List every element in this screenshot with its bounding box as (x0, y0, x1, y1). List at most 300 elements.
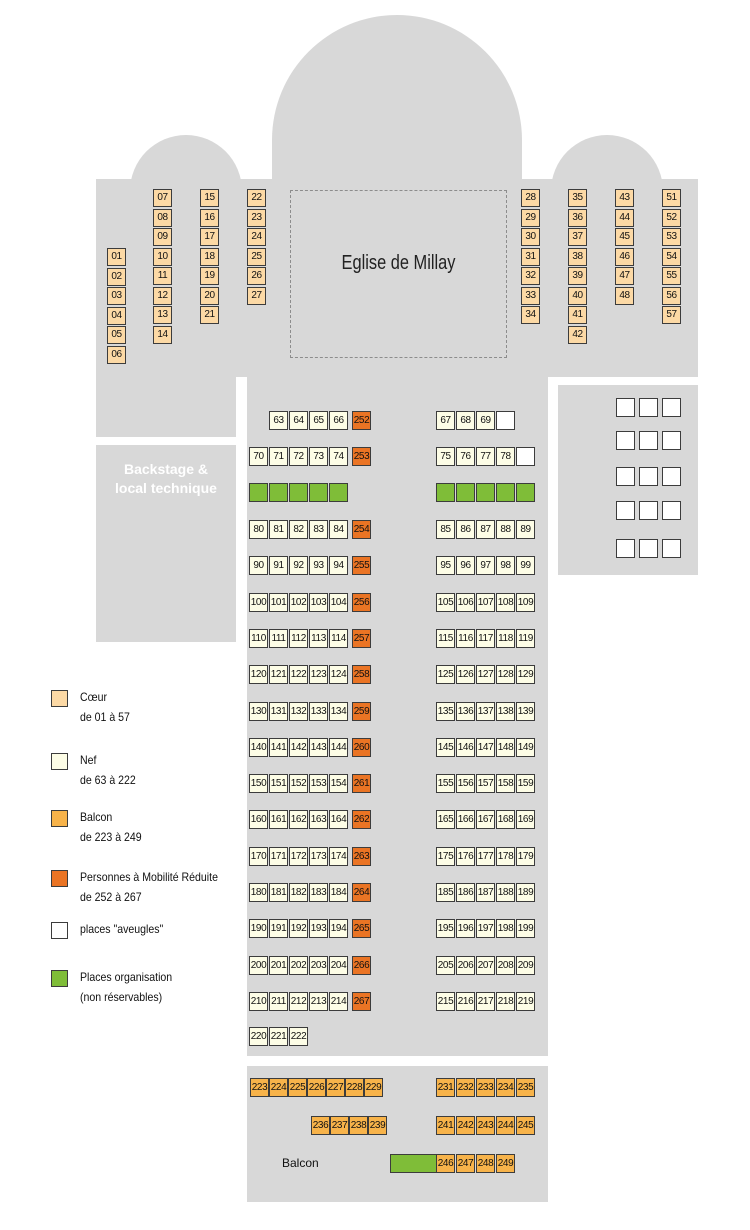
nef-seat[interactable]: 188 (496, 883, 515, 902)
nef-seat[interactable]: 106 (456, 593, 475, 612)
nef-seat[interactable]: 184 (329, 883, 348, 902)
nef-seat[interactable]: 215 (436, 992, 455, 1011)
pmr-seat[interactable]: 260 (352, 738, 371, 757)
nef-seat[interactable]: 67 (436, 411, 455, 430)
backstage-label (96, 460, 236, 498)
balcon-seat[interactable]: 226 (307, 1078, 326, 1097)
choeur-seat[interactable]: 53 (662, 228, 681, 246)
nef-seat[interactable]: 220 (249, 1027, 268, 1046)
legend-swatch-choeur (51, 690, 68, 707)
nef-seat[interactable]: 125 (436, 665, 455, 684)
aveugle-seat (662, 398, 681, 417)
nef-seat[interactable]: 89 (516, 520, 535, 539)
choeur-seat[interactable]: 56 (662, 287, 681, 305)
nef-seat[interactable]: 104 (329, 593, 348, 612)
balcon-seat[interactable]: 231 (436, 1078, 455, 1097)
nef-seat[interactable]: 80 (249, 520, 268, 539)
nef-seat[interactable]: 114 (329, 629, 348, 648)
nef-seat[interactable]: 167 (476, 810, 495, 829)
balcon-seat[interactable]: 243 (476, 1116, 495, 1135)
balcon-seat[interactable]: 227 (326, 1078, 345, 1097)
nef-seat[interactable]: 169 (516, 810, 535, 829)
nef-seat[interactable]: 170 (249, 847, 268, 866)
choeur-seat[interactable]: 47 (615, 267, 634, 285)
nef-seat[interactable]: 218 (496, 992, 515, 1011)
nef-seat[interactable]: 164 (329, 810, 348, 829)
balcon-seat[interactable]: 232 (456, 1078, 475, 1097)
balcon-seat[interactable]: 245 (516, 1116, 535, 1135)
nef-seat[interactable]: 103 (309, 593, 328, 612)
nef-seat[interactable]: 133 (309, 702, 328, 721)
choeur-seat[interactable]: 31 (521, 248, 540, 266)
choeur-seat[interactable]: 51 (662, 189, 681, 207)
balcon-seat[interactable]: 233 (476, 1078, 495, 1097)
balcon-seat[interactable]: 242 (456, 1116, 475, 1135)
choeur-seat[interactable]: 57 (662, 306, 681, 324)
nef-seat[interactable]: 66 (329, 411, 348, 430)
balcon-seat[interactable]: 234 (496, 1078, 515, 1097)
nef-seat[interactable]: 140 (249, 738, 268, 757)
nef-seat[interactable]: 68 (456, 411, 475, 430)
choeur-seat[interactable]: 37 (568, 228, 587, 246)
choeur-seat[interactable]: 55 (662, 267, 681, 285)
nef-seat[interactable]: 112 (289, 629, 308, 648)
nef-seat[interactable]: 69 (476, 411, 495, 430)
pmr-seat[interactable]: 266 (352, 956, 371, 975)
nef-seat[interactable]: 222 (289, 1027, 308, 1046)
aveugle-seat (662, 539, 681, 558)
nef-seat[interactable]: 174 (329, 847, 348, 866)
nef-seat[interactable]: 105 (436, 593, 455, 612)
nef-seat[interactable]: 187 (476, 883, 495, 902)
nef-seat[interactable]: 196 (456, 919, 475, 938)
pmr-seat[interactable]: 255 (352, 556, 371, 575)
nef-seat[interactable]: 210 (249, 992, 268, 1011)
choeur-seat[interactable]: 36 (568, 209, 587, 227)
nef-seat[interactable]: 118 (496, 629, 515, 648)
nef-seat[interactable]: 98 (496, 556, 515, 575)
pmr-seat[interactable]: 256 (352, 593, 371, 612)
nef-seat[interactable]: 84 (329, 520, 348, 539)
balcon-seat[interactable]: 246 (436, 1154, 455, 1173)
choeur-seat[interactable]: 09 (153, 228, 172, 246)
nef-seat[interactable]: 83 (309, 520, 328, 539)
nef-seat[interactable]: 144 (329, 738, 348, 757)
nef-seat[interactable]: 108 (496, 593, 515, 612)
balcon-seat[interactable]: 239 (368, 1116, 387, 1135)
pmr-seat[interactable]: 257 (352, 629, 371, 648)
legend-swatch-organisation (51, 970, 68, 987)
nef-seat[interactable]: 90 (249, 556, 268, 575)
nef-seat[interactable]: 72 (289, 447, 308, 466)
pmr-seat[interactable]: 261 (352, 774, 371, 793)
nef-seat[interactable]: 204 (329, 956, 348, 975)
nef-seat[interactable]: 146 (456, 738, 475, 757)
nef-seat[interactable]: 151 (269, 774, 288, 793)
nef-seat[interactable]: 148 (496, 738, 515, 757)
nef-seat[interactable]: 85 (436, 520, 455, 539)
nef-seat[interactable]: 173 (309, 847, 328, 866)
choeur-seat[interactable]: 44 (615, 209, 634, 227)
nef-seat[interactable]: 152 (289, 774, 308, 793)
nef-seat[interactable]: 143 (309, 738, 328, 757)
organisation-seat (516, 483, 535, 502)
right-apse (551, 135, 663, 195)
nef-seat[interactable]: 99 (516, 556, 535, 575)
organisation-seat (249, 483, 268, 502)
choeur-seat[interactable]: 21 (200, 306, 219, 324)
aveugle-seat (639, 501, 658, 520)
choeur-seat[interactable]: 42 (568, 326, 587, 344)
nef-seat[interactable]: 153 (309, 774, 328, 793)
backstage-label-line: Backstage & (123, 461, 209, 477)
nef-seat[interactable]: 219 (516, 992, 535, 1011)
choeur-seat[interactable]: 26 (247, 267, 266, 285)
pmr-seat[interactable]: 267 (352, 992, 371, 1011)
choeur-seat[interactable]: 18 (200, 248, 219, 266)
nef-seat[interactable]: 197 (476, 919, 495, 938)
nef-seat[interactable]: 158 (496, 774, 515, 793)
choeur-seat[interactable]: 12 (153, 287, 172, 305)
organisation-seat (436, 483, 455, 502)
choeur-left-extension (96, 370, 236, 437)
nef-seat[interactable]: 73 (309, 447, 328, 466)
nef-seat[interactable]: 127 (476, 665, 495, 684)
nef-seat[interactable]: 121 (269, 665, 288, 684)
nef-seat[interactable]: 101 (269, 593, 288, 612)
nef-seat[interactable]: 142 (289, 738, 308, 757)
balcon-seat[interactable]: 229 (364, 1078, 383, 1097)
pmr-seat[interactable]: 262 (352, 810, 371, 829)
nef-seat[interactable]: 206 (456, 956, 475, 975)
aveugle-seat (639, 398, 658, 417)
nef-seat[interactable]: 117 (476, 629, 495, 648)
choeur-seat[interactable]: 27 (247, 287, 266, 305)
nef-seat[interactable]: 109 (516, 593, 535, 612)
nef-seat[interactable]: 64 (289, 411, 308, 430)
choeur-seat[interactable]: 41 (568, 306, 587, 324)
nef-seat[interactable]: 134 (329, 702, 348, 721)
nef-seat[interactable]: 160 (249, 810, 268, 829)
choeur-seat[interactable]: 43 (615, 189, 634, 207)
choeur-seat[interactable]: 39 (568, 267, 587, 285)
balcon-seat[interactable]: 248 (476, 1154, 495, 1173)
nef-seat[interactable]: 136 (456, 702, 475, 721)
aveugle-seat (496, 411, 515, 430)
balcon-seat[interactable]: 247 (456, 1154, 475, 1173)
legend-swatch-nef (51, 753, 68, 770)
nef-seat[interactable]: 116 (456, 629, 475, 648)
nef-seat[interactable]: 95 (436, 556, 455, 575)
pmr-seat[interactable]: 263 (352, 847, 371, 866)
choeur-seat[interactable]: 23 (247, 209, 266, 227)
nef-seat[interactable]: 183 (309, 883, 328, 902)
nef-seat[interactable]: 129 (516, 665, 535, 684)
choeur-seat[interactable]: 15 (200, 189, 219, 207)
nef-seat[interactable]: 74 (329, 447, 348, 466)
nef-seat[interactable]: 180 (249, 883, 268, 902)
backstage-label-line: local technique (115, 480, 217, 496)
choeur-seat[interactable]: 04 (107, 307, 126, 325)
nef-seat[interactable]: 147 (476, 738, 495, 757)
organisation-seat (476, 483, 495, 502)
nef-seat[interactable]: 199 (516, 919, 535, 938)
nef-seat[interactable]: 111 (269, 629, 288, 648)
aveugle-seat (616, 431, 635, 450)
nef-seat[interactable]: 217 (476, 992, 495, 1011)
aveugle-seat (616, 501, 635, 520)
nef-seat[interactable]: 177 (476, 847, 495, 866)
nef-seat[interactable]: 124 (329, 665, 348, 684)
choeur-seat[interactable]: 24 (247, 228, 266, 246)
choeur-seat[interactable]: 19 (200, 267, 219, 285)
nef-seat[interactable]: 201 (269, 956, 288, 975)
aveugle-seat (662, 467, 681, 486)
nef-seat[interactable]: 195 (436, 919, 455, 938)
nef-seat[interactable]: 76 (456, 447, 475, 466)
nef-seat[interactable]: 91 (269, 556, 288, 575)
nef-seat[interactable]: 209 (516, 956, 535, 975)
nef-seat[interactable]: 137 (476, 702, 495, 721)
pmr-seat[interactable]: 254 (352, 520, 371, 539)
nef-seat[interactable]: 193 (309, 919, 328, 938)
nef-seat[interactable]: 96 (456, 556, 475, 575)
nef-seat[interactable]: 161 (269, 810, 288, 829)
nef-seat[interactable]: 97 (476, 556, 495, 575)
choeur-seat[interactable]: 34 (521, 306, 540, 324)
legend-text-choeur: Cœur (80, 690, 107, 704)
nef-seat[interactable]: 181 (269, 883, 288, 902)
nef-seat[interactable]: 145 (436, 738, 455, 757)
nef-seat[interactable]: 198 (496, 919, 515, 938)
nef-seat[interactable]: 208 (496, 956, 515, 975)
left-apse (130, 135, 242, 195)
nef-seat[interactable]: 150 (249, 774, 268, 793)
choeur-seat[interactable]: 14 (153, 326, 172, 344)
aveugle-seat (662, 501, 681, 520)
choeur-seat[interactable]: 03 (107, 287, 126, 305)
balcon-seat[interactable]: 224 (269, 1078, 288, 1097)
aveugle-seat (639, 431, 658, 450)
balcon-seat[interactable]: 225 (288, 1078, 307, 1097)
nef-seat[interactable]: 87 (476, 520, 495, 539)
pmr-seat[interactable]: 258 (352, 665, 371, 684)
nef-seat[interactable]: 71 (269, 447, 288, 466)
choeur-seat[interactable]: 45 (615, 228, 634, 246)
nef-seat[interactable]: 78 (496, 447, 515, 466)
pmr-seat[interactable]: 252 (352, 411, 371, 430)
nef-seat[interactable]: 207 (476, 956, 495, 975)
nef-seat[interactable]: 212 (289, 992, 308, 1011)
pmr-seat[interactable]: 253 (352, 447, 371, 466)
nef-seat[interactable]: 113 (309, 629, 328, 648)
nef-seat[interactable]: 135 (436, 702, 455, 721)
pmr-seat[interactable]: 265 (352, 919, 371, 938)
choeur-seat[interactable]: 01 (107, 248, 126, 266)
nef-seat[interactable]: 75 (436, 447, 455, 466)
choeur-seat[interactable]: 08 (153, 209, 172, 227)
nef-seat[interactable]: 178 (496, 847, 515, 866)
nef-seat[interactable]: 194 (329, 919, 348, 938)
choeur-seat[interactable]: 33 (521, 287, 540, 305)
nef-seat[interactable]: 205 (436, 956, 455, 975)
balcon-seat[interactable]: 241 (436, 1116, 455, 1135)
choeur-seat[interactable]: 52 (662, 209, 681, 227)
organisation-seat (496, 483, 515, 502)
balcon-seat[interactable]: 223 (250, 1078, 269, 1097)
nef-seat[interactable]: 70 (249, 447, 268, 466)
nef-seat[interactable]: 126 (456, 665, 475, 684)
legend-text-choeur: de 01 à 57 (80, 710, 130, 724)
nef-seat[interactable]: 200 (249, 956, 268, 975)
balcon-seat[interactable]: 236 (311, 1116, 330, 1135)
choeur-seat[interactable]: 02 (107, 268, 126, 286)
nef-seat[interactable]: 82 (289, 520, 308, 539)
legend-text-pmr: Personnes à Mobilité Réduite (80, 870, 218, 884)
balcon-seat[interactable]: 249 (496, 1154, 515, 1173)
nef-seat[interactable]: 171 (269, 847, 288, 866)
balcon-seat[interactable]: 235 (516, 1078, 535, 1097)
nef-seat[interactable]: 128 (496, 665, 515, 684)
nef-seat[interactable]: 163 (309, 810, 328, 829)
pmr-seat[interactable]: 264 (352, 883, 371, 902)
legend-swatch-balcon (51, 810, 68, 827)
nef-seat[interactable]: 65 (309, 411, 328, 430)
nef-seat[interactable]: 149 (516, 738, 535, 757)
nef-seat[interactable]: 123 (309, 665, 328, 684)
nef-seat[interactable]: 176 (456, 847, 475, 866)
choeur-seat[interactable]: 29 (521, 209, 540, 227)
nef-seat[interactable]: 119 (516, 629, 535, 648)
nef-seat[interactable]: 221 (269, 1027, 288, 1046)
nef-seat[interactable]: 191 (269, 919, 288, 938)
nef-seat[interactable]: 102 (289, 593, 308, 612)
choeur-seat[interactable]: 40 (568, 287, 587, 305)
choeur-seat[interactable]: 16 (200, 209, 219, 227)
nef-seat[interactable]: 100 (249, 593, 268, 612)
choeur-seat[interactable]: 10 (153, 248, 172, 266)
nef-seat[interactable]: 214 (329, 992, 348, 1011)
nef-seat[interactable]: 141 (269, 738, 288, 757)
nef-seat[interactable]: 211 (269, 992, 288, 1011)
nef-seat[interactable]: 159 (516, 774, 535, 793)
aveugle-seat (639, 539, 658, 558)
choeur-seat[interactable]: 30 (521, 228, 540, 246)
choeur-seat[interactable]: 32 (521, 267, 540, 285)
pmr-seat[interactable]: 259 (352, 702, 371, 721)
legend-text-organisation: (non réservables) (80, 990, 163, 1004)
nef-seat[interactable]: 63 (269, 411, 288, 430)
nef-seat[interactable]: 88 (496, 520, 515, 539)
nef-seat[interactable]: 156 (456, 774, 475, 793)
choeur-seat[interactable]: 11 (153, 267, 172, 285)
aveugle-seat (616, 398, 635, 417)
nef-seat[interactable]: 110 (249, 629, 268, 648)
nef-seat[interactable]: 213 (309, 992, 328, 1011)
balcon-seat[interactable]: 238 (349, 1116, 368, 1135)
choeur-seat[interactable]: 48 (615, 287, 634, 305)
nef-seat[interactable]: 179 (516, 847, 535, 866)
nef-seat[interactable]: 165 (436, 810, 455, 829)
choeur-seat[interactable]: 20 (200, 287, 219, 305)
organisation-seat (289, 483, 308, 502)
nef-seat[interactable]: 186 (456, 883, 475, 902)
nef-seat[interactable]: 175 (436, 847, 455, 866)
choeur-seat[interactable]: 22 (247, 189, 266, 207)
nef-seat[interactable]: 122 (289, 665, 308, 684)
nef-seat[interactable]: 81 (269, 520, 288, 539)
nef-seat[interactable]: 192 (289, 919, 308, 938)
central-dome (272, 15, 522, 215)
legend-text-nef: de 63 à 222 (80, 773, 136, 787)
nef-seat[interactable]: 185 (436, 883, 455, 902)
balcon-seat[interactable]: 244 (496, 1116, 515, 1135)
aveugle-seat (662, 431, 681, 450)
nef-seat[interactable]: 132 (289, 702, 308, 721)
choeur-seat[interactable]: 38 (568, 248, 587, 266)
nef-seat[interactable]: 203 (309, 956, 328, 975)
legend-text-aveugles: places "aveugles" (80, 922, 164, 936)
nef-seat[interactable]: 157 (476, 774, 495, 793)
nef-seat[interactable]: 120 (249, 665, 268, 684)
organisation-seat (456, 483, 475, 502)
choeur-seat[interactable]: 05 (107, 326, 126, 344)
nef-seat[interactable]: 168 (496, 810, 515, 829)
nef-seat[interactable]: 155 (436, 774, 455, 793)
nef-seat[interactable]: 93 (309, 556, 328, 575)
aveugle-seat (639, 467, 658, 486)
nef-seat[interactable]: 138 (496, 702, 515, 721)
nef-seat[interactable]: 189 (516, 883, 535, 902)
nef-seat[interactable]: 182 (289, 883, 308, 902)
nef-seat[interactable]: 216 (456, 992, 475, 1011)
balcon-seat[interactable]: 237 (330, 1116, 349, 1135)
nef-seat[interactable]: 130 (249, 702, 268, 721)
aveugle-seat (616, 539, 635, 558)
choeur-seat[interactable]: 06 (107, 346, 126, 364)
legend-text-pmr: de 252 à 267 (80, 890, 142, 904)
church-title: Eglise de Millay (341, 252, 456, 274)
nef-seat[interactable]: 77 (476, 447, 495, 466)
nef-seat[interactable]: 172 (289, 847, 308, 866)
choeur-seat[interactable]: 35 (568, 189, 587, 207)
organisation-seat (269, 483, 288, 502)
balcon-seat[interactable]: 228 (345, 1078, 364, 1097)
nef-seat[interactable]: 166 (456, 810, 475, 829)
nef-seat[interactable]: 115 (436, 629, 455, 648)
nef-seat[interactable]: 94 (329, 556, 348, 575)
nef-seat[interactable]: 202 (289, 956, 308, 975)
choeur-seat[interactable]: 46 (615, 248, 634, 266)
nef-seat[interactable]: 139 (516, 702, 535, 721)
choeur-seat[interactable]: 25 (247, 248, 266, 266)
nef-seat[interactable]: 190 (249, 919, 268, 938)
nef-seat[interactable]: 107 (476, 593, 495, 612)
legend-swatch-aveugles (51, 922, 68, 939)
nef-seat[interactable]: 154 (329, 774, 348, 793)
choeur-seat[interactable]: 13 (153, 306, 172, 324)
choeur-seat[interactable]: 07 (153, 189, 172, 207)
nef-seat[interactable]: 162 (289, 810, 308, 829)
nef-seat[interactable]: 92 (289, 556, 308, 575)
nef-seat[interactable]: 131 (269, 702, 288, 721)
choeur-seat[interactable]: 54 (662, 248, 681, 266)
aveugle-seat (516, 447, 535, 466)
legend-text-balcon: Balcon (80, 810, 113, 824)
choeur-seat[interactable]: 17 (200, 228, 219, 246)
nef-seat[interactable]: 86 (456, 520, 475, 539)
choeur-seat[interactable]: 28 (521, 189, 540, 207)
